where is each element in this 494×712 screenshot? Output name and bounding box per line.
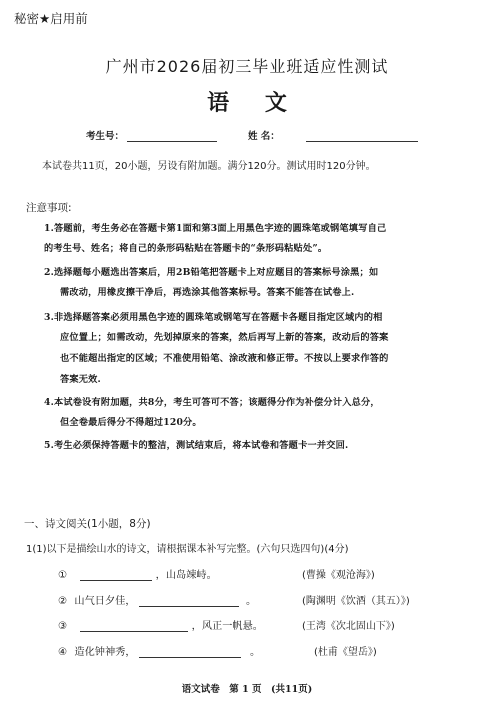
notice-line: 也不能超出指定的区域；不准使用铅笔、涂改液和修正带。不按以上要求作答的 (60, 353, 389, 364)
poem-item-number: ③ (58, 621, 68, 632)
subject-title: 语 文 (207, 90, 301, 116)
exam-title: 广州市2026届初三毕业班适应性测试 (105, 57, 389, 76)
poem-item-text: ，山岛竦峙。 (155, 570, 217, 581)
exam-description: 本试卷共11页，20小题，另设有附加题。满分120分。测试用时120分钟。 (42, 161, 376, 172)
notice-line: 1.答题前，考生务必在答题卡第1面和第3面上用黑色字迹的圆珠笔或钢笔填写自己 (44, 223, 387, 234)
secret-label: 秘密★启用前 (14, 11, 88, 26)
poem-item-end: 。 (250, 647, 261, 658)
poem-source-3: (王湾《次北固山下》) (302, 621, 395, 632)
notice-line: 应位置上；如需改动，先划掉原来的答案，然后再写上新的答案，改动后的答案 (60, 332, 389, 343)
candidate-number-label: 考生号： (86, 131, 125, 142)
poem-blank-1[interactable] (80, 569, 152, 581)
poem-item-text: 山气日夕佳， (74, 596, 136, 607)
notice-line: 但全卷最后得分不得超过120分。 (60, 417, 202, 428)
page-footer: 语文试卷 第 1 页 (共11页) (181, 684, 313, 695)
candidate-info-row (86, 128, 418, 142)
poem-source-2: (陶渊明《饮酒（其五）》) (302, 596, 410, 607)
poem-item-4 (58, 643, 260, 658)
candidate-number-field[interactable] (127, 130, 217, 142)
candidate-name-field[interactable] (306, 130, 418, 142)
section-title: 一、诗文阅关(1小题，8分) (24, 518, 151, 530)
notice-line: 的考生号、姓名；将自己的条形码粘贴在答题卡的“条形码粘贴处”。 (44, 243, 328, 254)
poem-item-3 (58, 617, 263, 632)
poem-item-number: ② (58, 596, 68, 607)
notice-line: 5.考生必须保持答题卡的整洁，测试结束后，将本试卷和答题卡一并交回. (44, 440, 349, 451)
poem-item-number: ④ (58, 647, 68, 658)
notice-line: 2.选择题每小题选出答案后，用2B铅笔把答题卡上对应题目的答案标号涂黑；如 (44, 267, 379, 278)
notice-line: 3.非选择题答案必须用黑色字迹的圆珠笔或钢笔写在答题卡各题目指定区域内的相 (44, 312, 383, 323)
poem-source-1: (曹操《观沧海》) (302, 570, 375, 581)
poem-blank-3[interactable] (80, 620, 188, 632)
candidate-name-label: 姓 名： (247, 131, 280, 142)
poem-item-text: 造化钟神秀， (74, 647, 136, 658)
poem-item-2 (58, 592, 256, 607)
poem-item-number: ① (58, 570, 68, 581)
notice-line: 4.本试卷设有附加题，共8分，考生可答可不答；该题得分作为补偿分计入总分， (44, 397, 380, 408)
poem-item-end: 。 (246, 596, 257, 607)
poem-item-1 (58, 566, 217, 581)
notice-list (44, 220, 464, 457)
poem-blank-4[interactable] (139, 646, 241, 658)
poem-blank-2[interactable] (139, 595, 239, 607)
poem-source-4: (杜甫《望岳》) (314, 647, 377, 658)
notice-title: 注意事项: (26, 202, 72, 214)
question-1-prompt: 1(1)以下是描绘山水的诗文，请根据课本补写完整。(六句只选四句)(4分) (26, 544, 349, 555)
notice-line: 需改动，用橡皮擦干净后，再选涂其他答案标号。答案不能答在试卷上. (60, 287, 355, 298)
poem-item-text: ，风正一帆悬。 (191, 621, 263, 632)
notice-line: 答案无效. (60, 374, 101, 385)
